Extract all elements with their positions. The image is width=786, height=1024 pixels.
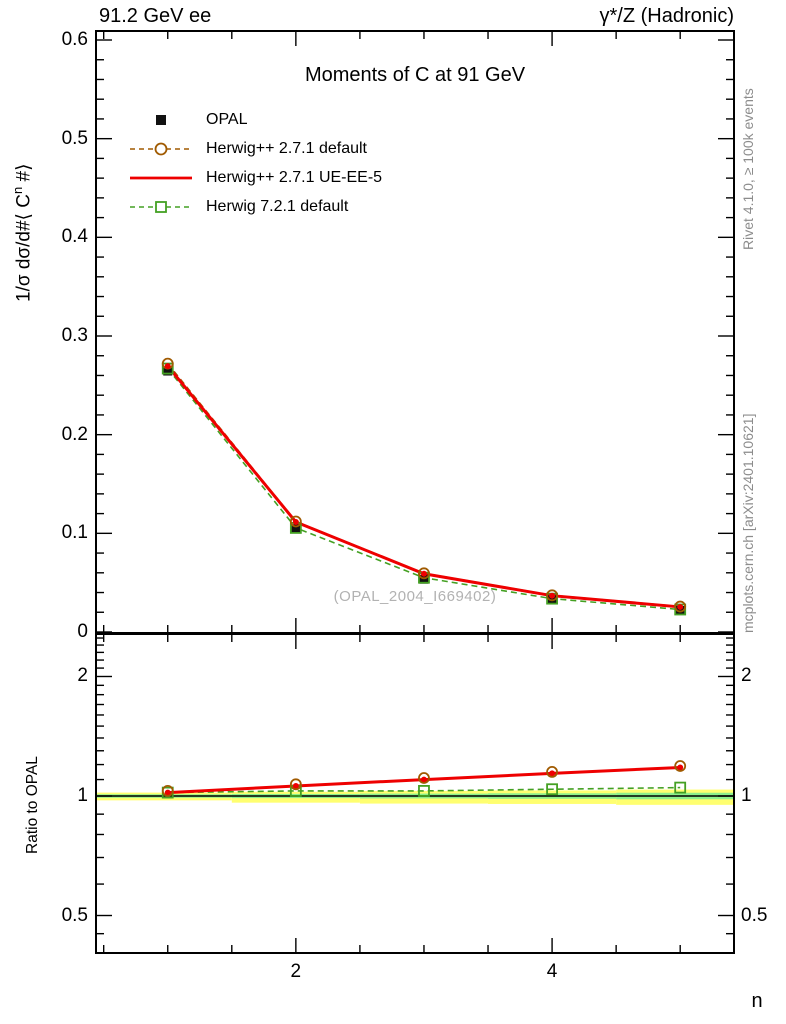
beam-energy-label: 91.2 GeV ee <box>99 5 212 27</box>
y-axis-label-ratio: Ratio to OPAL <box>24 756 41 854</box>
main-y-tick-label: 0.2 <box>61 423 88 445</box>
main-line-herwig-2-7-1-default <box>168 364 680 607</box>
solid-line-marker-icon <box>128 167 194 189</box>
dashed-circle-marker-icon <box>128 138 194 160</box>
main-y-tick-label: 0.4 <box>61 226 88 248</box>
legend-item-herwig-ueee5 <box>128 163 382 192</box>
main-y-tick-label: 0.5 <box>61 127 88 149</box>
main-y-tick-label: 0.6 <box>61 29 88 50</box>
legend <box>128 105 382 221</box>
legend-label: OPAL <box>206 110 248 128</box>
legend-item-herwig7 <box>128 192 382 221</box>
ratio-y-tick-label-right: 1 <box>741 785 752 806</box>
main-y-tick-label: 0.1 <box>61 522 88 544</box>
y-axis-label-main <box>10 164 35 302</box>
legend-label: Herwig++ 2.7.1 default <box>206 139 367 157</box>
x-axis-label: n <box>751 990 763 1012</box>
ratio-y-tick-label-right: 2 <box>741 665 752 687</box>
mcplots-note: mcplots.cern.ch [arXiv:2401.10621] <box>740 413 756 633</box>
opal-marker-icon <box>128 109 194 131</box>
legend-label: Herwig++ 2.7.1 UE-EE-5 <box>206 168 383 186</box>
process-label: γ*/Z (Hadronic) <box>599 5 734 27</box>
legend-item-opal <box>128 105 382 134</box>
plot-title: Moments of C at 91 GeV <box>304 64 526 86</box>
main-y-tick-label: 0.3 <box>61 325 88 346</box>
ratio-y-tick-label-left: 2 <box>77 665 88 687</box>
ratio-y-tick-label-left: 0.5 <box>61 904 88 926</box>
x-tick-label: 4 <box>546 961 558 982</box>
rivet-version-note: Rivet 4.1.0, ≥ 100k events <box>740 88 756 250</box>
main-y-tick-label: 0 <box>77 621 88 642</box>
ratio-y-tick-label-left: 1 <box>77 785 88 806</box>
y-axis-label-main-close: #⟩ <box>13 163 35 187</box>
legend-label: Herwig 7.2.1 default <box>206 197 349 215</box>
legend-item-herwig-default <box>128 134 382 163</box>
y-axis-label-main-exponent: n <box>10 186 25 195</box>
y-axis-label-main-text: 1/σ dσ/d#⟨ C <box>13 194 35 302</box>
ratio-y-tick-label-right: 0.5 <box>741 904 768 926</box>
x-tick-label: 2 <box>290 961 302 982</box>
dashed-square-marker-icon <box>128 196 194 218</box>
watermark-analysis-id: (OPAL_2004_I669402) <box>333 588 497 605</box>
main-markers-herwig-2-7-1-ue-ee-5 <box>165 363 683 610</box>
